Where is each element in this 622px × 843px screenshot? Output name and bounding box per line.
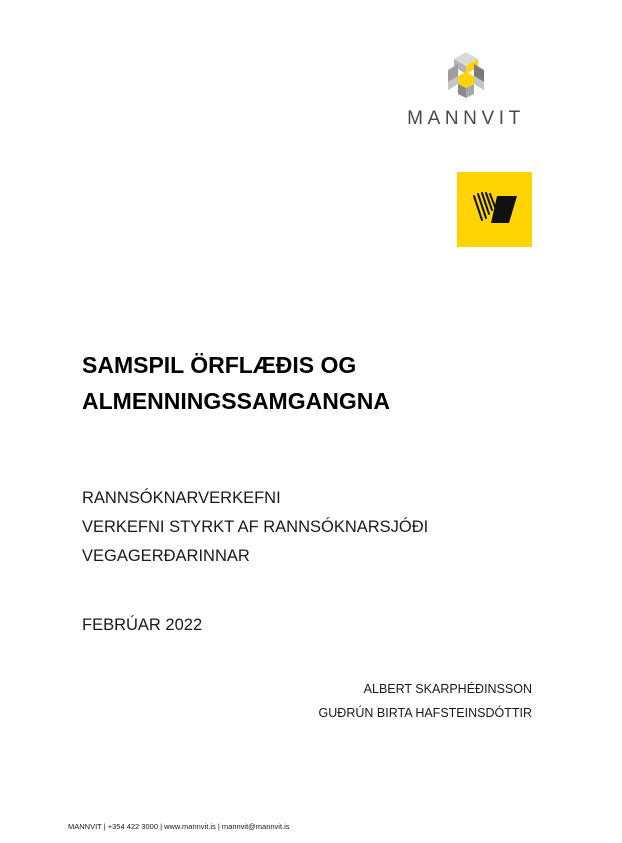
report-subtitle-line: VERKEFNI STYRKT AF RANNSÓKNARSJÓÐI bbox=[82, 518, 429, 536]
vegagerdin-logo-icon bbox=[457, 172, 532, 247]
report-title-line: ALMENNINGSSAMGANGNA bbox=[82, 388, 390, 414]
report-subtitle-line: RANNSÓKNARVERKEFNI bbox=[82, 489, 281, 507]
report-date: FEBRÚAR 2022 bbox=[82, 616, 203, 634]
mannvit-logo bbox=[396, 50, 536, 130]
author-name: ALBERT SKARPHÉÐINSSON bbox=[363, 682, 532, 696]
author-name: GUÐRÚN BIRTA HAFSTEINSDÓTTIR bbox=[318, 706, 532, 720]
report-title bbox=[82, 347, 542, 419]
page-footer: MANNVIT | +354 422 3000 | www.mannvit.is | mannvit@mannvit.is bbox=[68, 822, 290, 831]
report-subtitle-line: VEGAGERÐARINNAR bbox=[82, 547, 250, 565]
mannvit-logo-icon bbox=[444, 50, 488, 100]
vegagerdin-logo bbox=[457, 172, 532, 247]
report-title-line: SAMSPIL ÖRFLÆÐIS OG bbox=[82, 352, 357, 378]
report-authors bbox=[319, 677, 532, 725]
report-subtitle bbox=[82, 484, 552, 571]
mannvit-wordmark: MANNVIT bbox=[407, 108, 525, 129]
